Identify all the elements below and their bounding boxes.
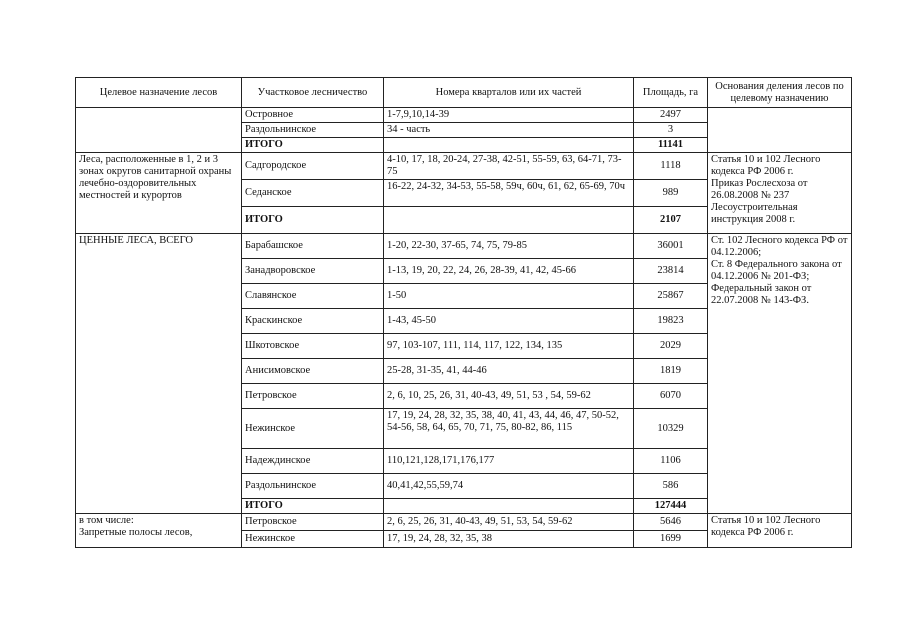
area-cell: 5646 xyxy=(634,514,708,531)
purpose-cell: в том числе: Запретные полосы лесов, xyxy=(76,514,242,548)
area-cell: 1118 xyxy=(634,153,708,180)
quarters-cell-empty xyxy=(384,138,634,153)
total-area: 2107 xyxy=(634,207,708,234)
table-row xyxy=(76,153,852,180)
district-cell: Петровское xyxy=(242,514,384,531)
basis-cell: Ст. 102 Лесного кодекса РФ от 04.12.2006; Ст. 8 Федерального закона от 04.12.2006 № 201-ФЗ; Федеральный закон от 22.07.2008 № 143-ФЗ. xyxy=(708,234,852,514)
quarters-cell: 1-7,9,10,14-39 xyxy=(384,108,634,123)
quarters-cell-empty xyxy=(384,207,634,234)
area-cell: 25867 xyxy=(634,284,708,309)
table-row xyxy=(76,514,852,531)
area-cell: 36001 xyxy=(634,234,708,259)
quarters-cell: 4-10, 17, 18, 20-24, 27-38, 42-51, 55-59, 63, 64-71, 73-75 xyxy=(384,153,634,180)
area-cell: 586 xyxy=(634,474,708,499)
table-row xyxy=(76,234,852,259)
area-cell: 1819 xyxy=(634,359,708,384)
district-cell: Краскинское xyxy=(242,309,384,334)
district-cell: Анисимовское xyxy=(242,359,384,384)
quarters-cell: 17, 19, 24, 28, 32, 35, 38 xyxy=(384,531,634,548)
district-cell: Занадворовское xyxy=(242,259,384,284)
district-cell: Садгородское xyxy=(242,153,384,180)
area-cell: 1699 xyxy=(634,531,708,548)
area-cell: 2497 xyxy=(634,108,708,123)
header-basis: Основания деления лесов по целевому назначению xyxy=(708,78,852,108)
total-label: ИТОГО xyxy=(242,138,384,153)
header-district: Участковое лесничество xyxy=(242,78,384,108)
district-cell: Раздольнинское xyxy=(242,123,384,138)
header-area: Площадь, га xyxy=(634,78,708,108)
area-cell: 3 xyxy=(634,123,708,138)
total-label: ИТОГО xyxy=(242,207,384,234)
quarters-cell: 1-13, 19, 20, 22, 24, 26, 28-39, 41, 42, 45-66 xyxy=(384,259,634,284)
purpose-cell-empty xyxy=(76,108,242,153)
quarters-cell: 2, 6, 10, 25, 26, 31, 40-43, 49, 51, 53 , 54, 59-62 xyxy=(384,384,634,409)
total-area: 11141 xyxy=(634,138,708,153)
district-cell: Петровское xyxy=(242,384,384,409)
quarters-cell: 1-43, 45-50 xyxy=(384,309,634,334)
quarters-cell: 2, 6, 25, 26, 31, 40-43, 49, 51, 53, 54, 59-62 xyxy=(384,514,634,531)
quarters-cell: 1-20, 22-30, 37-65, 74, 75, 79-85 xyxy=(384,234,634,259)
area-cell: 19823 xyxy=(634,309,708,334)
area-cell: 1106 xyxy=(634,449,708,474)
district-cell: Барабашское xyxy=(242,234,384,259)
header-row xyxy=(76,78,852,108)
header-purpose: Целевое назначение лесов xyxy=(76,78,242,108)
district-cell: Нежинское xyxy=(242,531,384,548)
purpose-cell: ЦЕННЫЕ ЛЕСА, ВСЕГО xyxy=(76,234,242,514)
forest-purpose-table xyxy=(75,77,852,548)
quarters-cell-empty xyxy=(384,499,634,514)
quarters-cell: 110,121,128,171,176,177 xyxy=(384,449,634,474)
area-cell: 2029 xyxy=(634,334,708,359)
district-cell: Седанское xyxy=(242,180,384,207)
area-cell: 10329 xyxy=(634,409,708,449)
area-cell: 6070 xyxy=(634,384,708,409)
quarters-cell: 34 - часть xyxy=(384,123,634,138)
table-row xyxy=(76,108,852,123)
quarters-cell: 1-50 xyxy=(384,284,634,309)
basis-cell: Статья 10 и 102 Лесного кодекса РФ 2006 г. Приказ Рослесхоза от 26.08.2008 № 237 Лесоустроительная инструкция 2008 г. xyxy=(708,153,852,234)
quarters-cell: 97, 103-107, 111, 114, 117, 122, 134, 135 xyxy=(384,334,634,359)
quarters-cell: 25-28, 31-35, 41, 44-46 xyxy=(384,359,634,384)
area-cell: 989 xyxy=(634,180,708,207)
quarters-cell: 17, 19, 24, 28, 32, 35, 38, 40, 41, 43, 44, 46, 47, 50-52, 54-56, 58, 64, 65, 70, 71, 75, 80-82, 86, 115 xyxy=(384,409,634,449)
total-label: ИТОГО xyxy=(242,499,384,514)
district-cell: Надеждинское xyxy=(242,449,384,474)
district-cell: Шкотовское xyxy=(242,334,384,359)
total-area: 127444 xyxy=(634,499,708,514)
area-cell: 23814 xyxy=(634,259,708,284)
basis-cell-empty xyxy=(708,108,852,153)
quarters-cell: 40,41,42,55,59,74 xyxy=(384,474,634,499)
district-cell: Раздольнинское xyxy=(242,474,384,499)
district-cell: Славянское xyxy=(242,284,384,309)
purpose-cell: Леса, расположенные в 1, 2 и 3 зонах округов санитарной охраны лечебно-оздоровительных местностей и курортов xyxy=(76,153,242,234)
header-quarters: Номера кварталов или их частей xyxy=(384,78,634,108)
quarters-cell: 16-22, 24-32, 34-53, 55-58, 59ч, 60ч, 61, 62, 65-69, 70ч xyxy=(384,180,634,207)
district-cell: Нежинское xyxy=(242,409,384,449)
district-cell: Островное xyxy=(242,108,384,123)
basis-cell: Статья 10 и 102 Лесного кодекса РФ 2006 г. xyxy=(708,514,852,548)
